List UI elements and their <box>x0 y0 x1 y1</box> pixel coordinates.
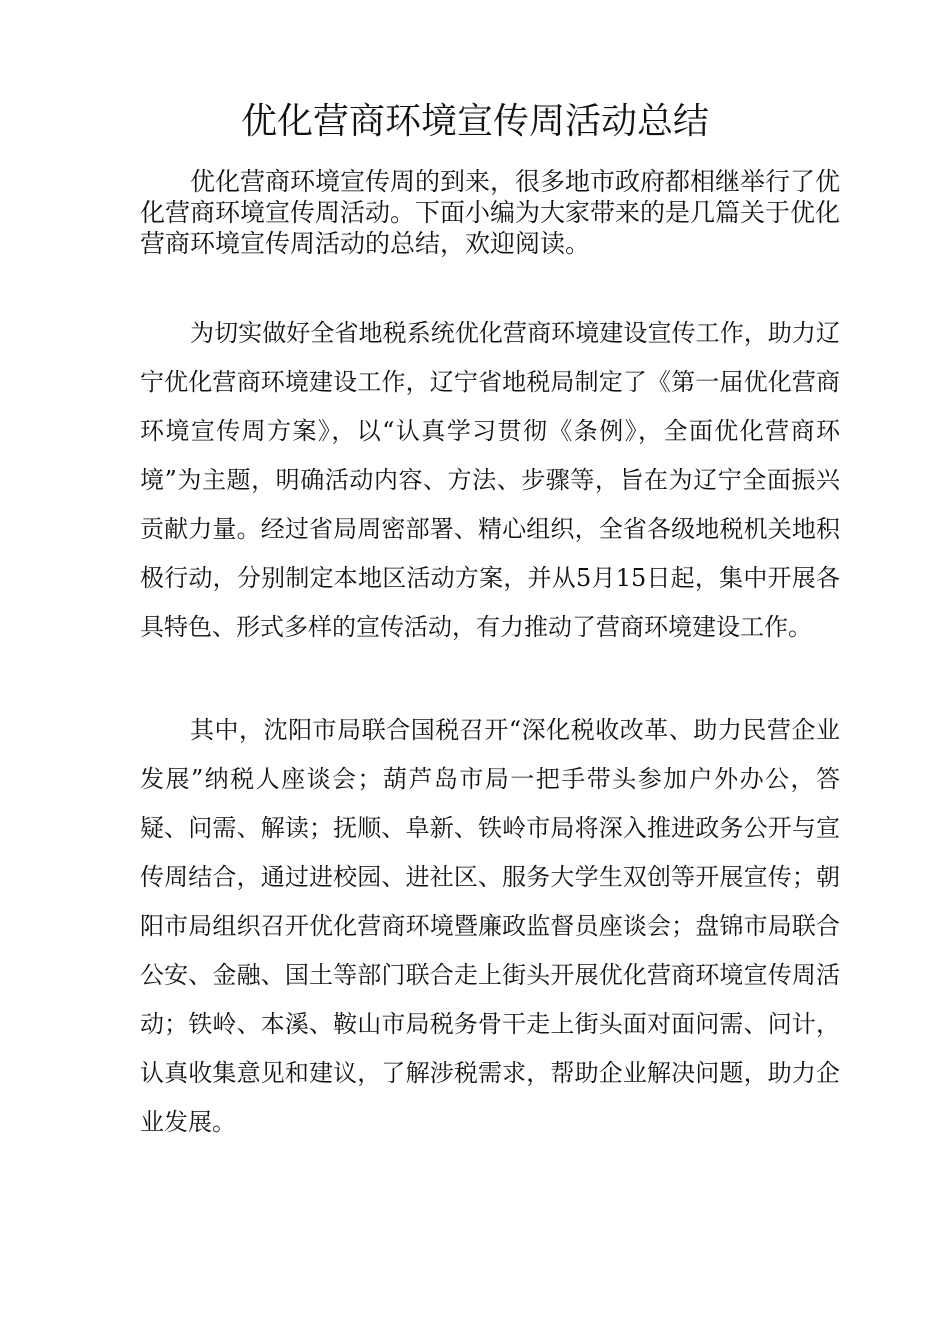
body-paragraph-1: 为切实做好全省地税系统优化营商环境建设宣传工作，助力辽宁优化营商环境建设工作，辽宁省地税局制定了《第一届优化营商环境宣传周方案》，以“认真学习贯彻《条例》，全面优化营商环境”为主题，明确活动内容、方法、步骤等，旨在为辽宁全面振兴贡献力量。经过省局周密部署、精心组织，全省各级地税机关地积极行动，分别制定本地区活动方案，并从5月15日起，集中开展各具特色、形式多样的宣传活动，有力推动了营商环境建设工作。 <box>140 319 840 641</box>
body-paragraph-2: 其中，沈阳市局联合国税召开“深化税收改革、助力民营企业发展”纳税人座谈会；葫芦岛市局一把手带头参加户外办公，答疑、问需、解读；抚顺、阜新、铁岭市局将深入推进政务公开与宣传周结合，通过进校园、进社区、服务大学生双创等开展宣传；朝阳市局组织召开优化营商环境暨廉政监督员座谈会；盘锦市局联合公安、金融、国土等部门联合走上街头开展优化营商环境宣传周活动；铁岭、本溪、鞍山市局税务骨干走上街头面对面问需、问计，认真收集意见和建议，了解涉税需求，帮助企业解决问题，助力企业发展。 <box>140 716 840 1136</box>
document-title: 优化营商环境宣传周活动总结 <box>240 101 709 142</box>
intro-paragraph: 优化营商环境宣传周的到来，很多地市政府都相继举行了优化营商环境宣传周活动。下面小编为大家带来的是几篇关于优化营商环境宣传周活动的总结，欢迎阅读。 <box>140 167 841 258</box>
